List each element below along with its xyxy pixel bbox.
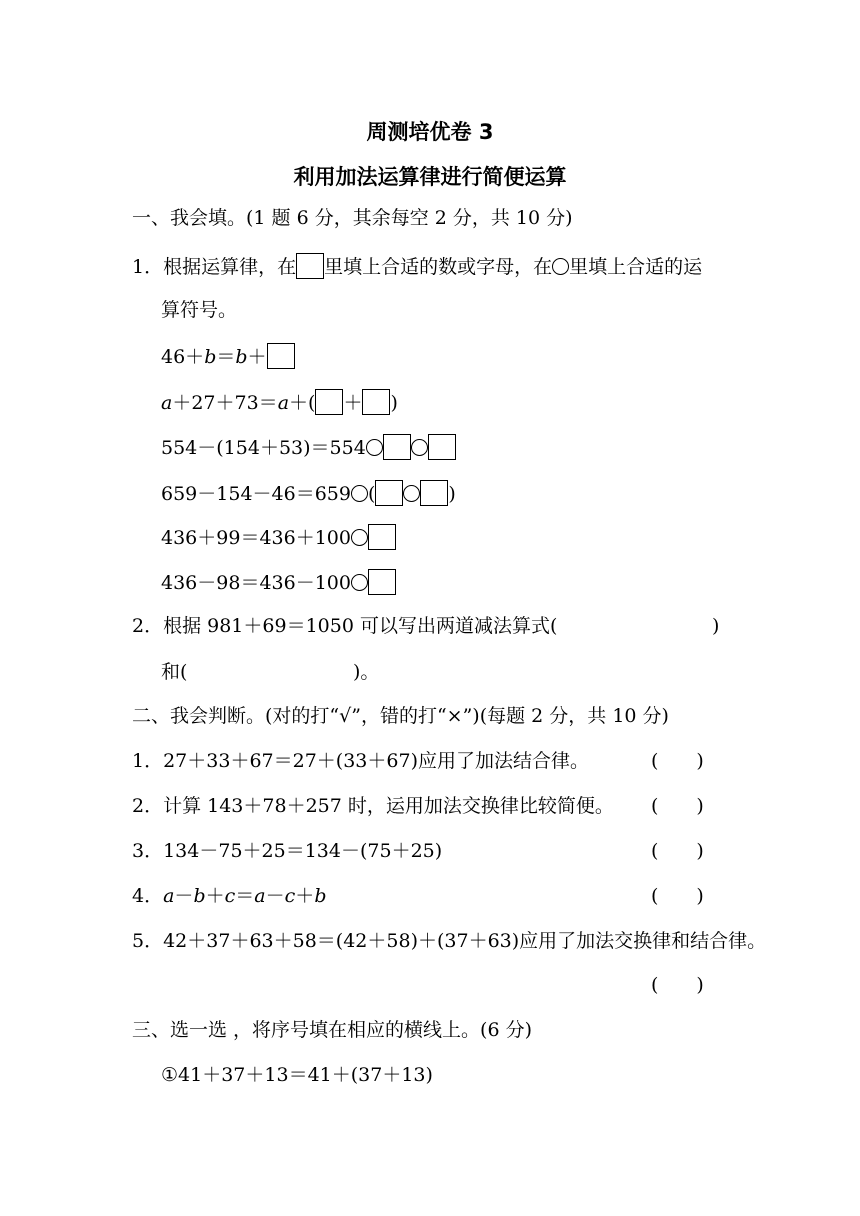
equation-2-open: ＋( bbox=[289, 392, 316, 414]
answer-box[interactable] bbox=[267, 343, 295, 369]
var-b: b bbox=[314, 885, 327, 907]
answer-paren-5[interactable] bbox=[651, 972, 704, 998]
question2-blank2-close: )。 bbox=[353, 661, 380, 683]
judge-item-number: 3． bbox=[132, 840, 164, 862]
operator-circle[interactable] bbox=[351, 574, 368, 591]
judge-item-text: 134－75＋25＝134－(75＋25) bbox=[163, 840, 443, 862]
equation-1-left: 46＋ bbox=[161, 346, 205, 368]
worksheet-title: 周测培优卷 3 bbox=[366, 120, 494, 144]
operator-circle[interactable] bbox=[351, 485, 368, 502]
paren-open: ( bbox=[651, 840, 659, 862]
question1-number: 1． bbox=[132, 256, 164, 278]
paren-open: ( bbox=[651, 974, 659, 996]
question1-text-d: 算符号。 bbox=[161, 299, 238, 321]
question2-body: 根据 981＋69＝1050 可以写出两道减法算式( bbox=[163, 615, 558, 637]
answer-paren-2[interactable] bbox=[651, 793, 704, 819]
var-c: c bbox=[284, 885, 296, 907]
op-minus: － bbox=[174, 885, 194, 907]
paren-open: ( bbox=[651, 795, 659, 817]
section3-heading: 三、选一选 ，将序号填在相应的横线上。(6 分) bbox=[132, 1019, 532, 1041]
question1-text-c: 里填上合适的运 bbox=[569, 256, 703, 278]
answer-box[interactable] bbox=[420, 480, 448, 506]
equation-2-mid: ＋27＋73＝ bbox=[172, 392, 278, 414]
var-a: a bbox=[254, 885, 266, 907]
worksheet-subtitle: 利用加法运算律进行简便运算 bbox=[293, 165, 567, 189]
paren-open: ( bbox=[651, 885, 659, 907]
equation-1-var2: b bbox=[235, 346, 248, 368]
op-plus: ＋ bbox=[205, 885, 225, 907]
operator-circle[interactable] bbox=[351, 529, 368, 546]
judge-item-text: 42＋37＋63＋58＝(42＋58)＋(37＋63)应用了加法交换律和结合律。 bbox=[163, 930, 767, 952]
operator-circle[interactable] bbox=[411, 439, 428, 456]
equation-4-open: ( bbox=[367, 483, 376, 505]
answer-box[interactable] bbox=[315, 389, 343, 415]
answer-paren-4[interactable] bbox=[651, 883, 704, 909]
equation-2 bbox=[161, 389, 398, 416]
answer-box[interactable] bbox=[362, 389, 390, 415]
equation-1-eq: ＝ bbox=[216, 346, 236, 368]
judge-item-number: 2． bbox=[132, 795, 164, 817]
equation-6 bbox=[161, 569, 396, 596]
question1-text-b: 里填上合适的数或字母，在 bbox=[324, 256, 553, 278]
choice-item-1: ①41＋37＋13＝41＋(37＋13) bbox=[161, 1064, 433, 1086]
circle-icon bbox=[552, 258, 569, 275]
question2-number: 2． bbox=[132, 615, 164, 637]
judge-item-1 bbox=[132, 748, 589, 774]
op-minus: － bbox=[265, 885, 285, 907]
equation-5-text: 436＋99＝436＋100 bbox=[161, 527, 351, 549]
section2-heading: 二、我会判断。(对的打“√”，错的打“×”)(每题 2 分，共 10 分) bbox=[132, 705, 669, 727]
paren-close: ) bbox=[696, 750, 704, 772]
answer-box[interactable] bbox=[368, 569, 396, 595]
equation-4 bbox=[161, 480, 456, 507]
equation-1-plus: ＋ bbox=[247, 346, 267, 368]
question1-text bbox=[132, 253, 702, 280]
answer-box[interactable] bbox=[368, 524, 396, 550]
answer-box-icon bbox=[296, 253, 324, 279]
judge-item-number: 1． bbox=[132, 750, 164, 772]
var-b: b bbox=[193, 885, 206, 907]
equation-1-var: b bbox=[204, 346, 217, 368]
equation-3 bbox=[161, 434, 456, 461]
answer-box[interactable] bbox=[375, 480, 403, 506]
judge-item-5 bbox=[132, 928, 766, 954]
equation-6-text: 436－98＝436－100 bbox=[161, 572, 351, 594]
paren-close: ) bbox=[696, 974, 704, 996]
var-a: a bbox=[163, 885, 175, 907]
operator-circle[interactable] bbox=[403, 485, 420, 502]
judge-item-number: 4． bbox=[132, 885, 164, 907]
paren-close: ) bbox=[696, 885, 704, 907]
section1-heading: 一、我会填。(1 题 6 分，其余每空 2 分，共 10 分) bbox=[132, 207, 573, 229]
question2-blank1-close: ) bbox=[712, 615, 720, 637]
judge-item-2 bbox=[132, 793, 614, 819]
judge-item-number: 5． bbox=[132, 930, 164, 952]
judge-item-text: 27＋33＋67＝27＋(33＋67)应用了加法结合律。 bbox=[163, 750, 589, 772]
op-plus: ＋ bbox=[295, 885, 315, 907]
question2-and: 和( bbox=[161, 661, 188, 683]
answer-box[interactable] bbox=[383, 434, 411, 460]
question2-text bbox=[132, 613, 557, 639]
equation-5 bbox=[161, 524, 396, 551]
judge-item-text: 计算 143＋78＋257 时，运用加法交换律比较简便。 bbox=[163, 795, 614, 817]
op-equals: ＝ bbox=[235, 885, 255, 907]
question1-text-a: 根据运算律，在 bbox=[163, 256, 297, 278]
paren-close: ) bbox=[696, 795, 704, 817]
equation-2-plus: ＋ bbox=[343, 392, 363, 414]
judge-item-4 bbox=[132, 883, 326, 909]
paren-close: ) bbox=[696, 840, 704, 862]
operator-circle[interactable] bbox=[366, 439, 383, 456]
equation-2-var2: a bbox=[277, 392, 290, 414]
paren-open: ( bbox=[651, 750, 659, 772]
equation-3-text: 554－(154＋53)＝554 bbox=[161, 437, 366, 459]
var-c: c bbox=[224, 885, 236, 907]
equation-2-var: a bbox=[161, 392, 173, 414]
equation-1 bbox=[161, 343, 295, 370]
answer-paren-3[interactable] bbox=[651, 838, 704, 864]
equation-2-close: ) bbox=[390, 392, 398, 414]
equation-4-text: 659－154－46＝659 bbox=[161, 483, 351, 505]
equation-4-close: ) bbox=[448, 483, 456, 505]
answer-paren-1[interactable] bbox=[651, 748, 704, 774]
answer-box[interactable] bbox=[428, 434, 456, 460]
judge-item-3 bbox=[132, 838, 442, 864]
